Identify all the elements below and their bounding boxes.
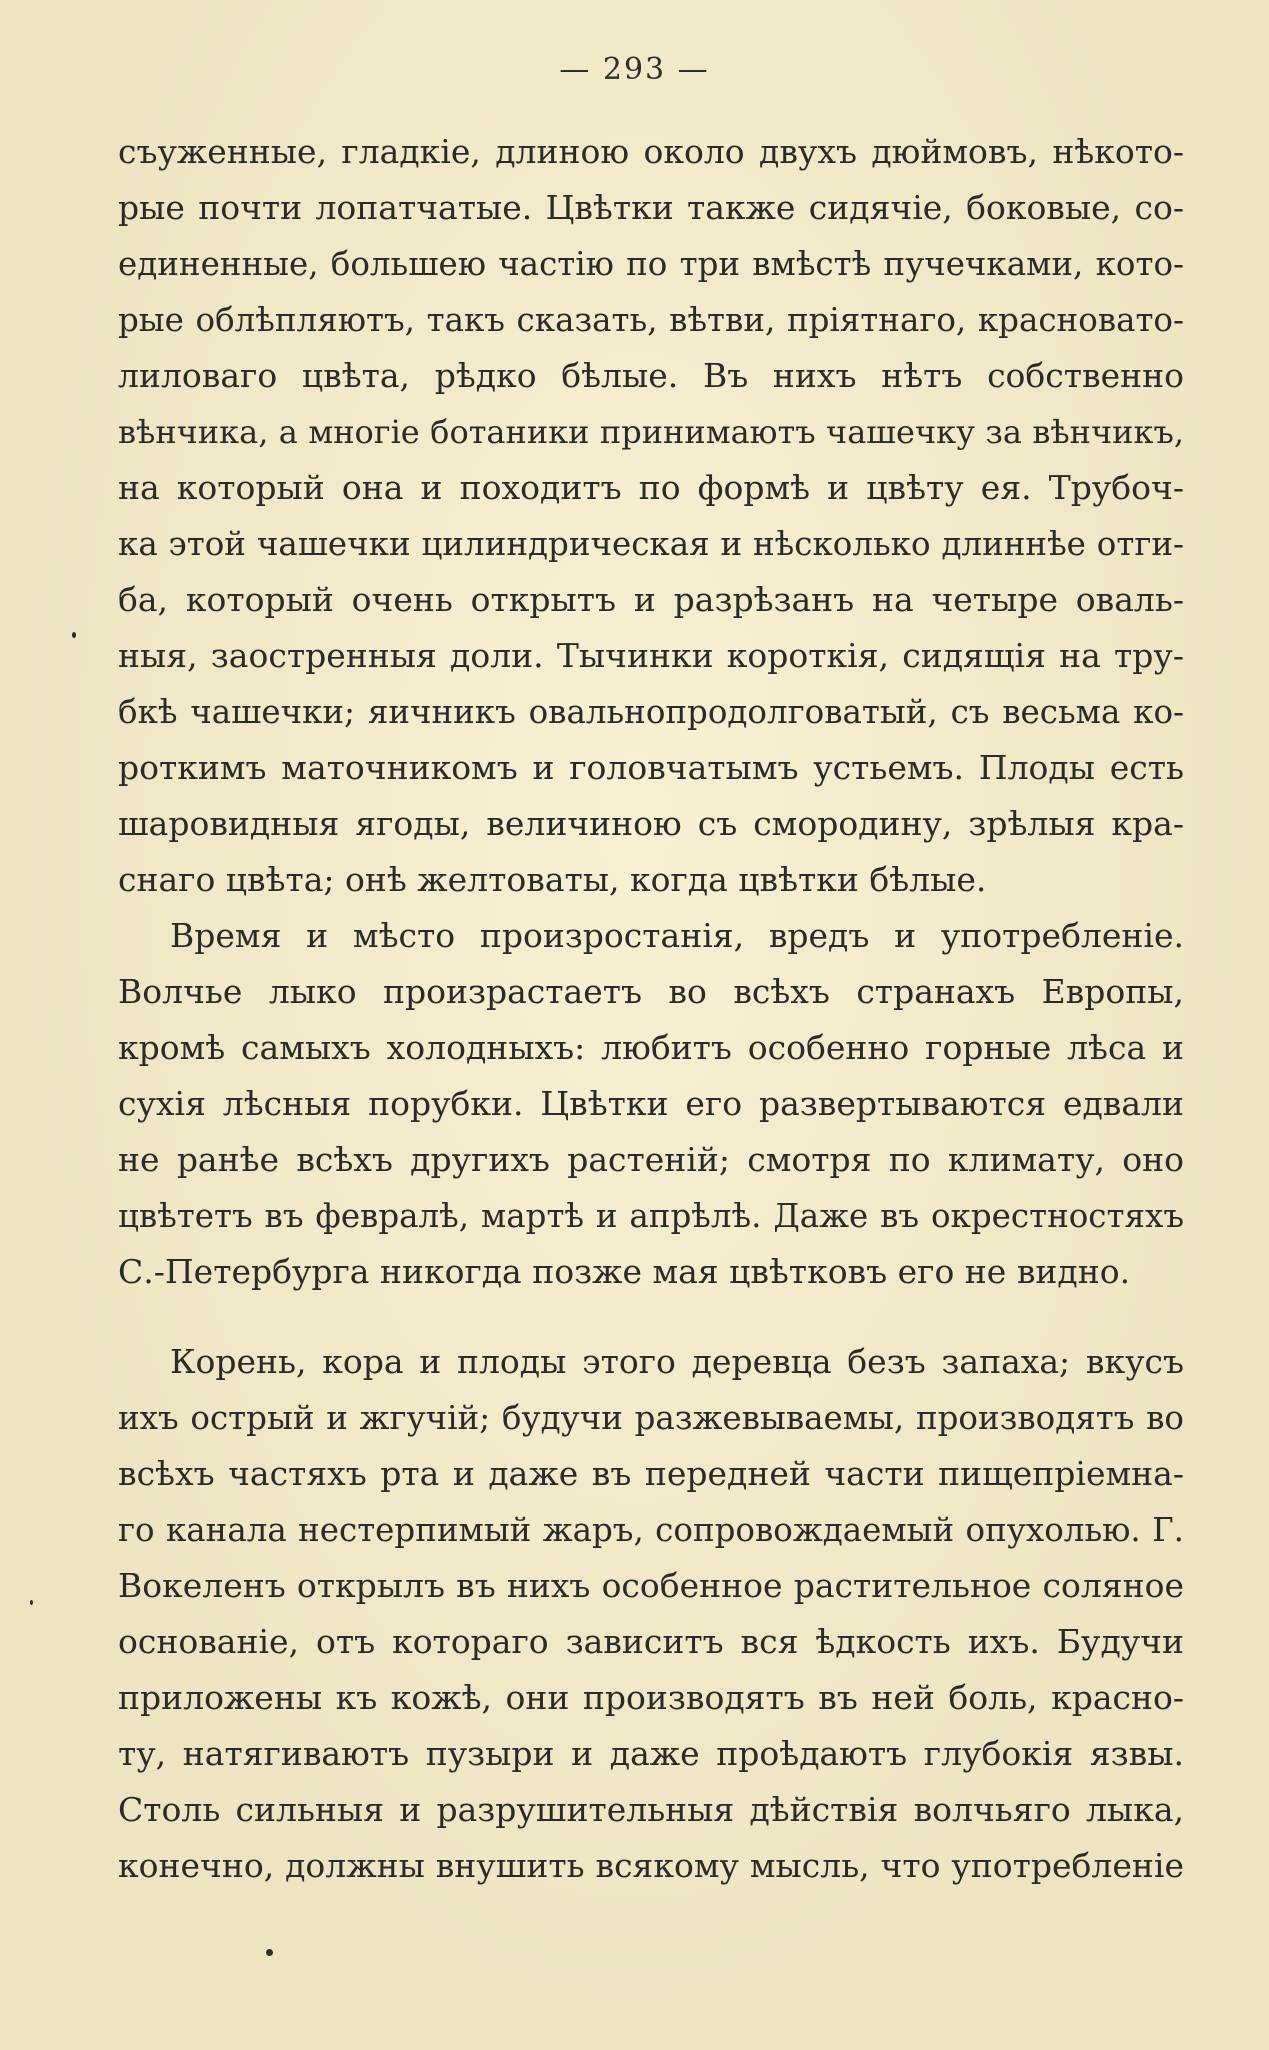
text-line: всѣхъ частяхъ рта и даже въ передней части пищепріемна- [118,1454,1184,1493]
text-line: Корень, кора и плоды этого деревца безъ запаха; вкусъ [170,1342,1184,1381]
text-line: единенные, большею частію по три вмѣстѣ пучечками, кото- [118,245,1184,283]
text-line: на который она и походитъ по формѣ и цвѣту ея. Трубоч- [118,468,1184,507]
text-line: сухія лѣсныя порубки. Цвѣтки его развертываются едвали [118,1084,1184,1123]
text-line: не ранѣе всѣхъ другихъ растеній; смотря по климату, оно [118,1140,1184,1179]
text-line: Время и мѣсто произростанія, вредъ и употребленіе. [170,916,1184,955]
text-line: ка этой чашечки цилиндрическая и нѣсколько длиннѣе отги- [118,525,1184,563]
text-line: Столь сильныя и разрушительныя дѣйствія волчьяго лыка, [118,1790,1184,1829]
text-line: шаровидныя ягоды, величиною съ смородину, зрѣлыя кра- [118,804,1184,843]
text-line: лиловаго цвѣта, рѣдко бѣлые. Въ нихъ нѣтъ собственно [118,356,1184,395]
ink-speck [72,632,76,638]
text-line: бкѣ чашечки; яичникъ овальнопродолговатый, съ весьма ко- [118,693,1184,731]
text-line: снаго цвѣта; онѣ желтоваты, когда цвѣтки бѣлые. [118,860,987,899]
text-line: вѣнчика, а многіе ботаники принимаютъ чашечку за вѣнчикъ, [118,413,1184,451]
text-line: съуженные, гладкіе, длиною около двухъ дюймовъ, нѣкото- [118,132,1184,171]
text-line: основаніе, отъ котораго зависитъ вся ѣдкость ихъ. Будучи [118,1622,1184,1661]
text-line: Вокеленъ открылъ въ нихъ особенное растительное соляное [118,1566,1184,1605]
text-line: С.-Петербурга никогда позже мая цвѣтковъ его не видно. [118,1252,1131,1291]
text-line: приложены къ кожѣ, они производятъ въ ней боль, красно- [118,1678,1184,1717]
text-line: ба, который очень открытъ и разрѣзанъ на четыре оваль- [118,580,1184,619]
text-line: рые почти лопатчатые. Цвѣтки также сидячіе, боковые, со- [118,188,1184,227]
text-line: ихъ острый и жгучій; будучи разжевываемы, производятъ во [118,1399,1184,1437]
page-number: — 293 — [559,52,710,87]
text-line: роткимъ маточникомъ и головчатымъ устьемъ. Плоды есть [118,748,1184,787]
text-line: го канала нестерпимый жаръ, сопровождаемый опухолью. Г. [118,1511,1184,1549]
text-line: конечно, должны внушить всякому мысль, что употребленіе [118,1846,1184,1885]
text-line: ту, натягиваютъ пузыри и даже проѣдаютъ глубокія язвы. [118,1734,1184,1773]
text-line: кромѣ самыхъ холодныхъ: любитъ особенно горные лѣса и [118,1028,1184,1067]
text-line: цвѣтетъ въ февралѣ, мартѣ и апрѣлѣ. Даже въ окрестностяхъ [118,1197,1184,1235]
text-line: ныя, заостренныя доли. Тычинки короткія, сидящія на тру- [118,636,1184,675]
ink-speck [30,1600,33,1605]
ink-speck [266,1949,273,1956]
text-line: Волчье лыко произрастаетъ во всѣхъ странахъ Европы, [118,972,1184,1011]
text-line: рые облѣпляютъ, такъ сказать, вѣтви, пріятнаго, красновато- [118,301,1184,339]
